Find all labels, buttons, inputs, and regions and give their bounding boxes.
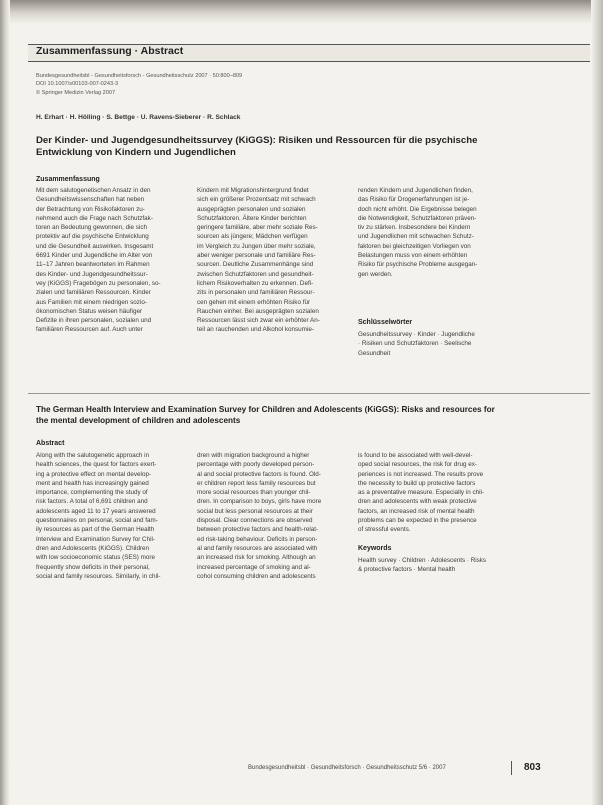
citation-meta [36,72,242,97]
page-number: 803 [524,762,541,773]
english-abstract-col3: is found to be associated with well-devel- oped social resources, the risk for drug ex- periences is not increased. The results prove the necessity to build up protective factors as a preventative measure. Especially in chil- dren and adolescents with weak protective factors, an increased risk of mental health problems can be expected in the presence of stressful events. [358,452,484,534]
english-abstract-col2: dren with migration background a higher percentage with poorly developed person- al and social protective factors is found. Old- er children report less family resources but more social resources than younger chil- dren. In comparison to boys, girls have more social but less personal resources at their disposal. Clear connections are observed between protective factors and health-relat- ed risk-taking behaviour. Deficits in person- al and family resources are associated with an increased risk for smoking. Although an increased percentage of smoking and al- cohol consuming children and adolescents [197,452,322,580]
english-abstract-col1: Along with the salutogenetic approach in health sciences, the quest for factors exert- ing a protective effect on mental develop- ment and health has increasingly gained importance, complementing the study of risk factors. A total of 6,691 children and adolescents aged 11 to 17 years answered questionnaires on personal, social and fam- ily resources as part of the German Health Interview and Examination Survey for Chil- dren and Adolescents (KiGGS). Children with low socioeconomic status (SES) more frequently show deficits in their personal, social and family resources. Similarly, in chil- [36,452,161,580]
english-abstract-heading: Abstract [36,440,65,447]
german-title: Der Kinder- und Jugendgesundheitssurvey (KiGGS): Risiken und Ressourcen für die psychische Entwicklung von Kindern und Jugendlichen [36,135,478,158]
doi-line: DOI 10.1007/s00103-007-0243-3 [36,81,119,88]
section-divider [28,393,590,394]
section-title: Zusammenfassung · Abstract [36,45,184,57]
scan-shadow-right [591,0,603,805]
authors: H. Erhart · H. Hölling · S. Bettge · U. Ravens-Sieberer · R. Schlack [36,114,241,121]
german-keywords: Gesundheitssurvey · Kinder · Jugendliche · Risiken und Schutzfaktoren · Seelische Gesundheit [358,331,475,357]
german-abstract-heading: Zusammenfassung [36,176,100,183]
copyright-line: © Springer Medizin Verlag 2007 [36,89,116,96]
german-keywords-heading: Schlüsselwörter [358,319,413,326]
citation-line: Bundesgesundheitsbl - Gesundheitsforsch - Gesundheitsschutz 2007 · 50:800–809 [36,73,243,79]
german-abstract-col2: Kindern mit Migrationshintergrund findet sich ein größerer Prozentsatz mit schwach ausgeprägten personalen und sozialen Schutzfaktoren. Ältere Kinder berichten geringere familiäre, aber mehr soziale Res- sourcen als jüngere; Mädchen verfügen im Vergleich zu Jungen über mehr soziale, aber weniger personale und familiäre Res- sourcen. Deutliche Zusammenhänge sind zwischen Schutzfaktoren und gesundheit- lichem Risikoverhalten zu erkennen. Defi- zits in personalen und familiären Ressour- cen gehen mit einem erhöhten Risiko für Rauchen einher. Bei ausgeprägten sozialen Ressourcen lässt sich zwar ein erhöhter An- teil an rauchenden und Alkohol konsumie- [197,187,320,334]
english-keywords: Health survey · Children · Adolescents · Risks & protective factors · Mental health [358,557,487,574]
footer-journal: Bundesgesundheitsbl · Gesundheitsforsch · Gesundheitsschutz 5/6 · 2007 [248,765,446,771]
german-abstract-col1: Mit dem salutogenetischen Ansatz in den Gesundheitswissenschaften hat neben der Betrachtung von Risikofaktoren zu- nehmend auch die Frage nach Schutzfak- toren an Bedeutung gewonnen, die sich protektiv auf die psychische Entwicklung und die Gesundheit auswirken. Insgesamt 6691 Kinder und Jugendliche im Alter von 11–17 Jahren beantworteten im Rahmen des Kinder- und Jugendgesundheitssur- vey (KiGGS) Fragebögen zu personalen, so- zialen und familiären Ressourcen. Kinder aus Familien mit einem niedrigen sozio- ökonomischen Status weisen häufiger Defizite in ihren personalen, sozialen und familiären Ressourcen auf. Auch unter [36,187,161,334]
footer-separator [511,761,512,775]
german-abstract-col3: renden Kindern und Jugendlichen finden, das Risiko für Drogenerfahrungen ist je- doch nicht erhöht. Die Ergebnisse belegen die Notwendigkeit, Schutzfaktoren präven- tiv zu stärken. Insbesondere bei Kindern und Jugendlichen mit schwachen Schutz- faktoren bei gleichzeitigen Vorliegen von Belastungen muss von einem erhöhten Risiko für psychische Probleme ausgegan- gen werden. [358,187,478,278]
english-title: The German Health Interview and Examination Survey for Children and Adolescents (KiGGS): Risks and resources for the mental development of children and adolescents [36,405,495,425]
english-keywords-heading: Keywords [358,545,392,552]
scan-shadow-left [0,0,10,805]
scan-shadow-top [0,0,603,24]
